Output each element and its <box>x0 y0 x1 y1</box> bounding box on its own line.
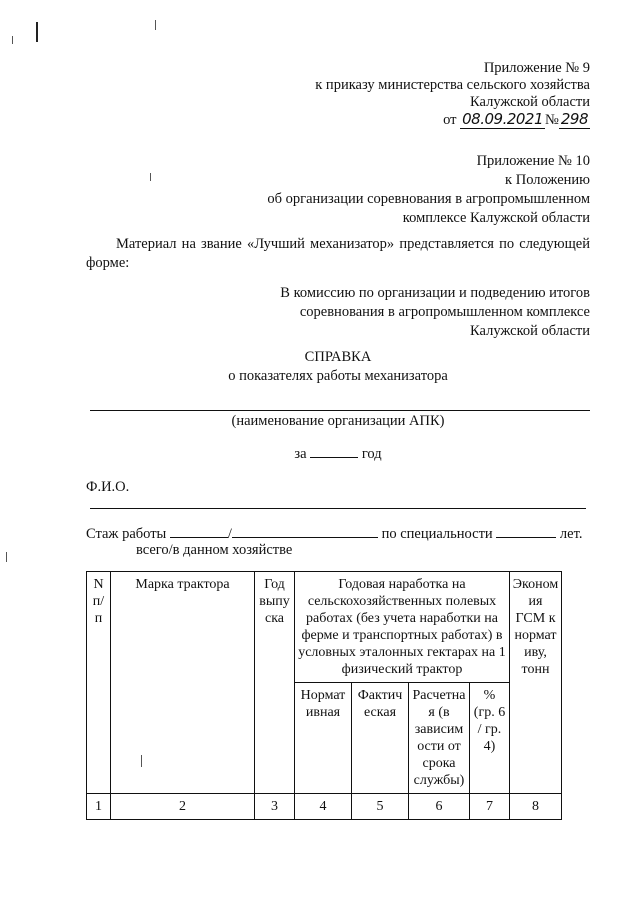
col-actual-header: Фактич еская <box>352 683 409 794</box>
scan-mark <box>155 20 156 30</box>
addressee-line3: Калужской области <box>470 323 590 339</box>
col-calculated-header: Расчетна я (в зависим ости от срока службы) <box>409 683 470 794</box>
scan-mark <box>12 36 13 44</box>
fio-label: Ф.И.О. <box>86 479 130 495</box>
intro-paragraph <box>86 235 590 273</box>
number-sign: № <box>545 112 559 128</box>
title-main: СПРАВКА <box>304 349 372 365</box>
experience-specialty-blank <box>496 525 556 538</box>
experience-years: лет. <box>559 526 583 542</box>
scan-mark <box>6 552 7 562</box>
experience-total-blank <box>170 525 228 538</box>
number-cell: 3 <box>255 794 295 820</box>
year-prefix: за <box>294 446 307 462</box>
col-annual-work-header: Годовая наработка на сельскохозяйственных полевых работах (без учета наработки на ферме и транспортных работах) в условных эталонных гектарах на 1 физический трактор <box>295 572 510 683</box>
col-year-header: Год выпу ска <box>255 572 295 794</box>
appendix9-line2: к приказу министерства сельского хозяйства <box>315 77 590 93</box>
year-suffix: год <box>361 446 382 462</box>
experience-label: Стаж работы <box>86 526 167 542</box>
experience-caption: всего/в данном хозяйстве <box>136 542 293 558</box>
scan-mark <box>36 22 38 42</box>
number-value: 298 <box>560 110 588 128</box>
year-line <box>86 445 590 463</box>
title-sub: о показателях работы механизатора <box>228 368 448 384</box>
table-header-row <box>87 572 562 683</box>
number-cell: 5 <box>352 794 409 820</box>
experience-line <box>86 525 590 543</box>
scan-mark <box>141 755 142 767</box>
number-cell: 8 <box>510 794 562 820</box>
col-percent-header: % (гр. 6 / гр. 4) <box>470 683 510 794</box>
number-cell: 4 <box>295 794 352 820</box>
experience-specialty: по специальности <box>381 526 493 542</box>
indicators-table <box>86 571 562 820</box>
date-value: 08.09.2021 <box>462 110 544 128</box>
experience-slash: / <box>227 526 232 542</box>
table-number-row <box>87 794 562 820</box>
appendix10-line2: к Положению <box>505 172 590 188</box>
document-title <box>86 348 590 386</box>
col-tractor-header: Марка трактора <box>111 572 255 794</box>
addressee-line2: соревнования в агропромышленном комплексе <box>299 304 590 320</box>
intro-line1: Материал на звание «Лучший механизатор» представляется по следующей <box>116 236 590 252</box>
number-cell: 6 <box>409 794 470 820</box>
appendix9-line3: Калужской области <box>470 94 590 110</box>
number-cell: 2 <box>111 794 255 820</box>
addressee <box>170 284 590 341</box>
date-prefix: от <box>443 112 457 128</box>
fio-line <box>90 508 586 509</box>
appendix9-header <box>170 60 590 129</box>
appendix10-line4: комплексе Калужской области <box>402 210 590 226</box>
col-normative-header: Нормат ивная <box>295 683 352 794</box>
addressee-line1: В комиссию по организации и подведению итогов <box>280 285 590 301</box>
experience-farm-blank <box>232 525 378 538</box>
col-number-header: N п/ п <box>87 572 111 794</box>
appendix9-date-line <box>170 111 590 129</box>
appendix10-header <box>170 152 590 228</box>
appendix9-line1: Приложение № 9 <box>483 60 590 76</box>
organization-line <box>90 410 590 411</box>
number-cell: 1 <box>87 794 111 820</box>
appendix10-line1: Приложение № 10 <box>476 153 590 169</box>
organization-caption: (наименование организации АПК) <box>231 413 445 429</box>
col-fuel-saving-header: Эконом ия ГСМ к нормат иву, тонн <box>510 572 562 794</box>
scan-mark <box>150 173 151 181</box>
appendix10-line3: об организации соревнования в агропромышленном <box>267 191 590 207</box>
number-cell: 7 <box>470 794 510 820</box>
year-blank <box>310 445 358 458</box>
intro-line2: форме: <box>86 255 130 271</box>
